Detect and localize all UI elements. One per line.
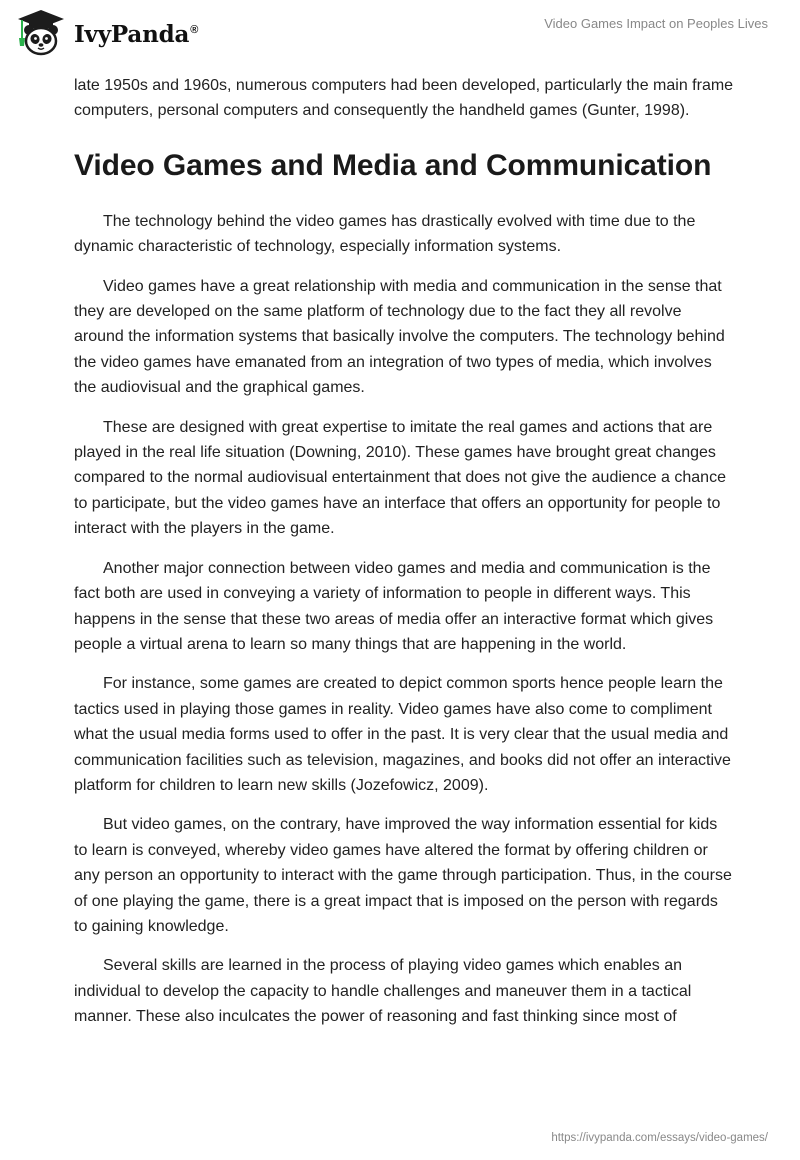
essay-content: [74, 73, 734, 1030]
paragraph-6: But video games, on the contrary, have improved the way information essential for kids to learn is conveyed, whereby video games have altered the format by offering children or any person an opportunity to interact with the game through participation. Thus, in the course of one playing the game, there is a great impact that is imposed on the person with regards to gaining knowledge.: [74, 816, 732, 935]
paragraph-5: For instance, some games are created to depict common sports hence people learn the tactics used in playing those games in reality. Video games have also come to compliment what the usual media forms used to offer in the past. It is very clear that the usual media and communication facilities such as television, magazines, and books did not offer an interactive platform for children to learn new skills (Jozefowicz, 2009).: [74, 675, 731, 794]
paragraph-4: Another major connection between video games and media and communication is the fact both are used in conveying a variety of information to people in different ways. This happens in the sense that these two areas of media offer an interactive format which gives people a virtual arena to learn so many things that are happening in the world.: [74, 559, 714, 653]
paragraph-2: Video games have a great relationship with media and communication in the sense that they are developed on the same platform of technology due to the fact they all revolve around the information systems that basically involve the computers. The technology behind the video games have emanated from an integration of two types of media, which involves the audiovisual and the graphical games.: [74, 277, 725, 397]
document-title: Video Games Impact on Peoples Lives: [544, 16, 768, 31]
section-heading: Video Games and Media and Communication: [74, 148, 712, 182]
registered-mark: ®: [190, 23, 199, 36]
ivypanda-logo[interactable]: [14, 8, 198, 58]
page-header: [0, 0, 800, 70]
intro-paragraph: late 1950s and 1960s, numerous computers had been developed, particularly the main frame computers, personal computers and consequently the handheld games (Gunter, 1998).: [74, 77, 734, 120]
paragraph-1: The technology behind the video games has drastically evolved with time due to the dynamic characteristic of technology, especially information systems.: [74, 212, 696, 256]
panda-graduate-icon: [14, 8, 68, 58]
page-url[interactable]: https://ivypanda.com/essays/video-games/: [551, 1132, 768, 1144]
paragraph-7: Several skills are learned in the process of playing video games which enables an individual to develop the capacity to handle challenges and maneuver them in a tactical manner. These also inculcates the power of reasoning and fast thinking since most of: [74, 957, 692, 1026]
brand-name: IvyPanda®: [74, 20, 199, 48]
paragraph-3: These are designed with great expertise to imitate the real games and actions that are played in the real life situation (Downing, 2010). These games have brought great changes compared to the normal audiovisual entertainment that does not give the audience a chance to participate, but the video games have an interface that offers an opportunity for people to interact with the players in the game.: [74, 418, 726, 538]
